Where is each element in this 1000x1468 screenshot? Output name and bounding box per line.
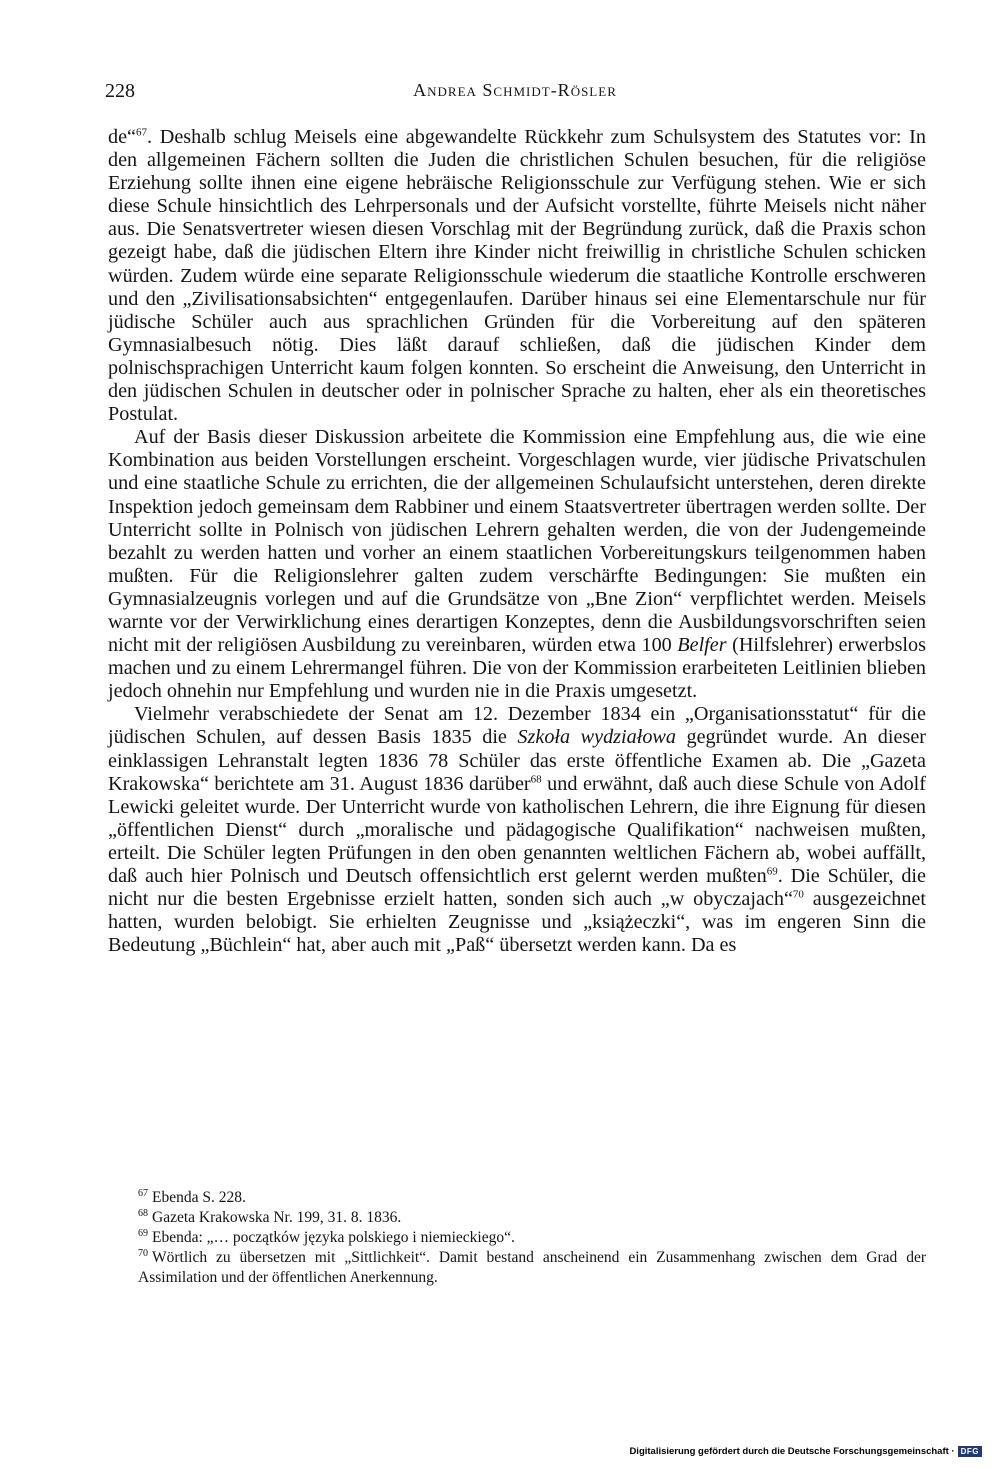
footnote-ref: 67 [136, 126, 148, 139]
paragraph [108, 426, 926, 703]
footnote-69 [108, 1228, 926, 1248]
page-number: 228 [105, 80, 135, 102]
footnote-70 [108, 1248, 926, 1288]
footnote-ref: 70 [792, 888, 804, 901]
running-head: Andrea Schmidt-Rösler [413, 80, 617, 100]
text-run: Vielmehr verabschiedete der Senat am 12. Dezember 1834 ein „Organisationsstatut“ für die jüdischen Schulen, auf dessen Basis 1835 die [108, 703, 926, 749]
footnote-ref: 69 [766, 865, 778, 878]
text-run: de“ [108, 126, 137, 148]
footnote-number: 69 [138, 1227, 148, 1239]
text-run: . Die Schüler, die nicht nur die besten Ergebnisse erzielt hatten, sonden sich auch „w obyczajach“ [108, 865, 926, 911]
footnote-text: Gazeta Krakowska Nr. 199, 31. 8. 1836. [152, 1209, 402, 1226]
footnote-68 [108, 1208, 926, 1228]
footnote-text: Wörtlich zu übersetzen mit „Sittlichkeit“. Damit bestand anscheinend ein Zusammenhang zwischen dem Grad der Assimilation und der öffentlichen Anerkennung. [138, 1249, 926, 1286]
main-text [108, 126, 926, 957]
footnotes [108, 1188, 926, 1288]
footnote-number: 70 [138, 1247, 148, 1259]
italic-term: Belfer [677, 634, 727, 657]
text-run: und erwähnt, daß auch diese Schule von Adolf Lewicki geleitet wurde. Der Unterricht wurde von katholischen Lehrern, die ihre Eignung für diesen „öffentlichen Dienst“ durch „moralische und pädagogische Qualifikation“ nachweisen mußten, erteilt. Die Schüler legten Prüfungen in den oben genannten weltlichen Fächern ab, wobei auffällt, daß auch hier Polnisch und Deutsch offensichtlich erst gelernt werden mußten [108, 772, 926, 887]
text-run: gegründet wurde. An dieser einklassigen Lehranstalt legten 1836 78 Schüler das erste öffentliche Examen ab. Die „Gazeta Krakowska“ berichtete am 31. August 1836 darüber [108, 726, 927, 795]
footnote-text: Ebenda S. 228. [152, 1189, 246, 1206]
footnote-number: 67 [138, 1187, 148, 1199]
paragraph [108, 126, 926, 426]
footnote-ref: 68 [530, 772, 542, 785]
page-header [105, 80, 925, 110]
footnote-text: Ebenda: „… początków języka polskiego i niemieckiego“. [152, 1229, 515, 1246]
footnote-67 [108, 1188, 926, 1208]
digitization-credit [629, 1446, 982, 1457]
credit-text: Digitalisierung gefördert durch die Deutsche Forschungsgemeinschaft · [629, 1446, 955, 1457]
paragraph [108, 703, 926, 957]
footnote-number: 68 [138, 1207, 148, 1219]
dfg-logo: DFG [958, 1446, 982, 1457]
text-run: (Hilfslehrer) erwerbslos machen und zu einem Lehrermangel führen. Die von der Kommission erarbeiteten Leitlinien blieben jedoch ohnehin nur Empfehlung und wurden nie in die Praxis umgesetzt. [108, 634, 926, 703]
text-run: ausgezeichnet hatten, wurden belobigt. Sie erhielten Zeugnisse und „książeczki“, was im engeren Sinn die Bedeutung „Büchlein“ hat, aber auch mit „Paß“ übersetzt werden kann. Da es [108, 888, 926, 957]
text-run: Auf der Basis dieser Diskussion arbeitete die Kommission eine Empfehlung aus, die wie eine Kombination aus beiden Vorstellungen erscheint. Vorgeschlagen wurde, vier jüdische Privatschulen und eine staatliche Schule zu errichten, die der allgemeinen Schulaufsicht unterstehen, deren direkte Inspektion jedoch gemeinsam dem Rabbiner und einem Staatsvertreter übertragen werden sollte. Der Unterricht sollte in Polnisch von jüdischen Lehrern gehalten werden, die von der Judengemeinde bezahlt zu werden hatten und vorher an einem staatlichen Vorbereitungskurs teilgenommen haben mußten. Für die Religionslehrer galten zudem verschärfte Bedingungen: Sie mußten ein Gymnasialzeugnis vorlegen und auf die Grundsätze von „Bne Zion“ verpflichtet werden. Meisels warnte vor der Verwirklichung eines derartigen Konzeptes, denn die Ausbildungsvorschriften seien nicht mit der religiösen Ausbildung zu vereinbaren, würden etwa 100 [108, 426, 926, 657]
italic-term: Szkoła wydziałowa [517, 726, 676, 749]
text-run: . Deshalb schlug Meisels eine abgewandelte Rückkehr zum Schulsystem des Statutes vor: In den allgemeinen Fächern sollten die Juden die christlichen Schulen besuchen, für die religiöse Erziehung sollte ihnen eine eigene hebräische Religionsschule zur Verfügung stehen. Wie er sich diese Schule hinsichtlich des Lehrpersonals und der Aufsicht vorstellte, führte Meisels nicht näher aus. Die Senatsvertreter wiesen diesen Vorschlag mit der Begründung zurück, daß die Praxis schon gezeigt habe, daß die jüdischen Eltern ihre Kinder nicht freiwillig in christliche Schulen schicken würden. Zudem würde eine separate Religionsschule wiederum die staatliche Kontrolle erschweren und den „Zivilisationsabsichten“ entgegenlaufen. Darüber hinaus sei eine Elementarschule nur für jüdische Schüler auch aus sprachlichen Gründen für die Vorbereitung auf den späteren Gymnasialbesuch nötig. Dies läßt darauf schließen, daß die jüdischen Kinder dem polnischsprachigen Unterricht kaum folgen konnten. So erscheint die Anweisung, den Unterricht in den jüdischen Schulen in deutscher oder in polnischer Sprache zu halten, eher als ein theoretisches Postulat. [108, 126, 926, 426]
